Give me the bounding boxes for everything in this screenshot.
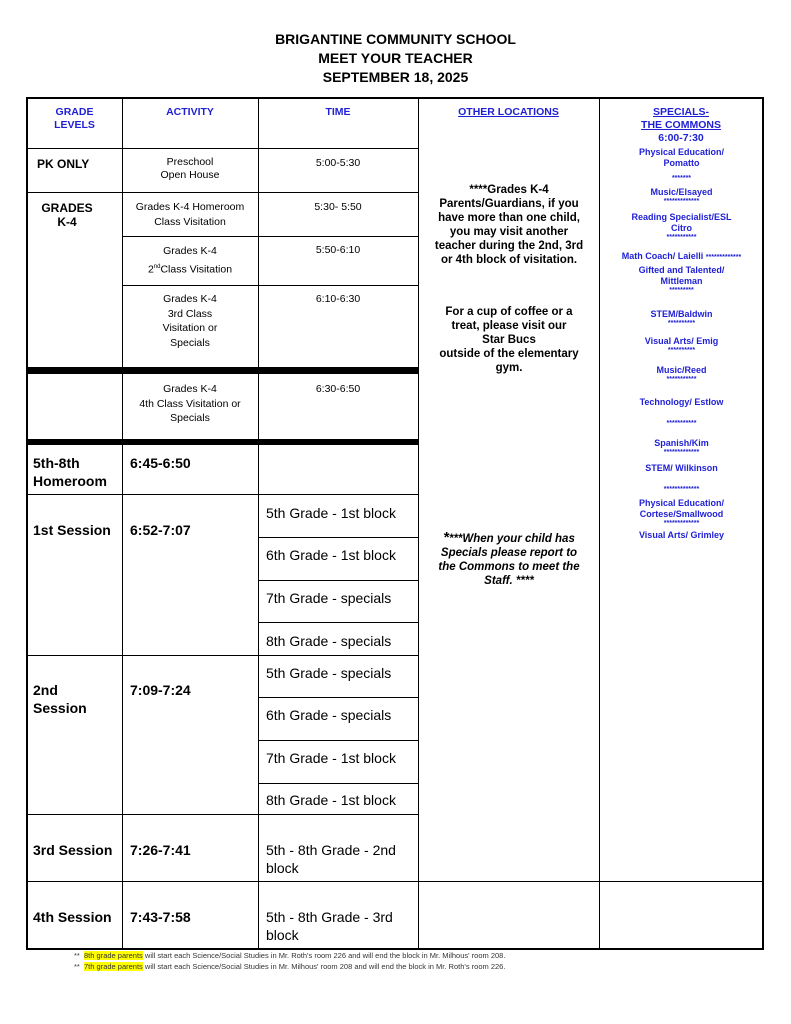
- col-divider-2: [258, 98, 259, 949]
- activity-line: [122, 259, 258, 278]
- session-2-block: 5th Grade - specials: [266, 665, 392, 681]
- header-grade-levels: [27, 106, 122, 132]
- grade-middle-homeroom: [33, 454, 107, 490]
- footnote-prefix: **: [74, 962, 80, 971]
- time-k4-fourth: 6:30-6:50: [315, 383, 361, 395]
- note-line: gym.: [495, 362, 523, 374]
- session-4-block: [266, 908, 393, 944]
- col-divider-3: [418, 98, 419, 949]
- row-divider: [27, 148, 418, 149]
- special-item: [600, 530, 763, 541]
- activity-line: Visitation or: [162, 322, 218, 334]
- row-divider: [258, 580, 418, 581]
- note-line: teacher during the 2nd, 3rd: [434, 240, 584, 252]
- activity-line: Preschool: [166, 156, 214, 168]
- activity-num: 2: [147, 263, 154, 276]
- special-name: Math Coach/ Laielli: [621, 251, 704, 261]
- grade-line: 5th-8th: [33, 455, 80, 471]
- activity-k4-second: [122, 243, 258, 278]
- header-grade-levels-line: LEVELS: [54, 119, 95, 131]
- page-title: [0, 30, 791, 87]
- note-line: or 4th block of visitation.: [440, 254, 578, 266]
- special-name: Physical Education/: [638, 498, 725, 508]
- parents-note: [420, 183, 598, 267]
- special-item: [600, 187, 763, 206]
- special-stars: *******: [671, 175, 692, 182]
- row-divider: [27, 494, 418, 495]
- special-name: STEM/Baldwin: [650, 309, 713, 319]
- block-line: 5th - 8th Grade - 2nd: [266, 842, 396, 858]
- thick-divider: [27, 439, 418, 445]
- time-pk: 5:00-5:30: [315, 157, 361, 169]
- activity-k4-third: [122, 292, 258, 350]
- note-line: you may visit another: [449, 226, 569, 238]
- activity-line: Grades K-4 Homeroom: [135, 201, 245, 213]
- session-3-time: 7:26-7:41: [130, 842, 191, 858]
- event-name: MEET YOUR TEACHER: [318, 50, 473, 66]
- note-line: ****Grades K-4: [469, 184, 549, 196]
- session-3-label: 3rd Session: [33, 842, 113, 858]
- header-grade-levels-line: GRADE: [55, 106, 94, 118]
- block-line: 5th - 8th Grade - 3rd: [266, 909, 393, 925]
- session-1-block: 5th Grade - 1st block: [266, 505, 396, 521]
- special-name: STEM/ Wilkinson: [645, 463, 718, 473]
- special-name: Reading Specialist/ESL: [631, 212, 732, 222]
- session-2-time: 7:09-7:24: [130, 682, 191, 698]
- special-item: [600, 251, 763, 262]
- coffee-note: [420, 305, 598, 375]
- header-specials-line: THE COMMONS: [641, 119, 721, 131]
- session-2-block: 6th Grade - specials: [266, 707, 392, 723]
- activity-line: Grades K-4: [163, 293, 217, 305]
- special-stars: **********: [667, 320, 696, 327]
- special-item: [600, 498, 763, 528]
- special-stars: *********: [669, 287, 694, 294]
- special-item: [600, 147, 763, 183]
- grade-pk: PK ONLY: [37, 157, 90, 171]
- school-name: BRIGANTINE COMMUNITY SCHOOL: [275, 31, 516, 47]
- special-name: Gifted and Talented/: [638, 265, 725, 275]
- activity-line: Open House: [160, 169, 220, 181]
- row-divider: [258, 537, 418, 538]
- time-k4-second: 5:50-6:10: [315, 244, 361, 256]
- special-name: Music/Reed: [656, 365, 707, 375]
- header-other-locations: OTHER LOCATIONS: [458, 106, 559, 118]
- special-name: Technology/ Estlow: [639, 397, 724, 407]
- activity-k4-fourth: [122, 382, 258, 426]
- special-name: Pomatto: [663, 158, 700, 168]
- note-line: treat, please visit our: [451, 320, 567, 332]
- session-1-label: 1st Session: [33, 522, 111, 538]
- special-item: [600, 463, 763, 494]
- activity-line: Specials: [170, 336, 210, 349]
- row-divider: [258, 622, 418, 623]
- session-2-block: 7th Grade - 1st block: [266, 750, 396, 766]
- row-divider: [27, 192, 418, 193]
- row-divider: [27, 655, 418, 656]
- session-1-block: 7th Grade - specials: [266, 590, 392, 606]
- header-time: TIME: [325, 106, 351, 118]
- block-line: block: [266, 927, 299, 943]
- special-item: [600, 336, 763, 355]
- row-divider: [122, 285, 418, 286]
- note-line: [420, 531, 598, 546]
- footnote-text: will start each Science/Social Studies in Mr. Roth's room 226 and will end the block in Mr. Milhous' room 208.: [142, 951, 506, 960]
- special-stars: *************: [663, 449, 700, 456]
- footnote-7th: [74, 962, 505, 971]
- grade-k4-line: GRADES: [41, 201, 93, 215]
- session-4-time: 7:43-7:58: [130, 909, 191, 925]
- row-divider: [258, 783, 418, 784]
- specials-list: [600, 147, 763, 541]
- session-1-time: 6:52-7:07: [130, 522, 191, 538]
- note-line: Star Bucs: [482, 334, 536, 346]
- special-name: Visual Arts/ Emig: [644, 336, 719, 346]
- special-name: Citro: [671, 223, 692, 233]
- event-date: SEPTEMBER 18, 2025: [322, 69, 469, 85]
- activity-line: Specials: [170, 412, 210, 424]
- row-divider: [258, 697, 418, 698]
- activity-sup: nd: [153, 264, 161, 270]
- specials-time: 6:00-7:30: [658, 132, 704, 144]
- note-line: have more than one child,: [438, 212, 580, 224]
- activity-line: Grades K-4: [163, 245, 217, 257]
- session-3-block: [266, 841, 396, 877]
- activity-pk: [122, 156, 258, 182]
- special-stars: ***********: [666, 420, 697, 427]
- row-divider: [258, 740, 418, 741]
- session-1-block: 8th Grade - specials: [266, 633, 392, 649]
- special-stars: *************: [663, 520, 700, 527]
- session-2-label: [33, 681, 87, 717]
- note-line: the Commons to meet the: [438, 561, 580, 573]
- special-item: [600, 212, 763, 242]
- activity-line: Class Visitation: [154, 215, 226, 228]
- activity-line: 3rd Class: [167, 307, 213, 320]
- header-specials-line: SPECIALS-: [652, 106, 709, 118]
- special-name: Visual Arts/ Grimley: [638, 530, 725, 540]
- note-line: Staff. ****: [484, 575, 534, 587]
- row-divider: [27, 881, 763, 882]
- note-line: For a cup of coffee or a: [445, 306, 573, 318]
- note-line: Specials please report to: [440, 547, 578, 559]
- special-item: [600, 265, 763, 295]
- special-item: [600, 397, 763, 428]
- special-stars: *************: [705, 254, 742, 261]
- grade-k4-line: K-4: [57, 215, 77, 229]
- session-label-line: 2nd: [33, 682, 58, 698]
- time-k4-third: 6:10-6:30: [315, 293, 361, 305]
- special-name: Music/Elsayed: [650, 187, 713, 197]
- session-label-line: Session: [33, 700, 87, 716]
- grade-line: Homeroom: [33, 473, 107, 489]
- session-4-label: 4th Session: [33, 909, 112, 925]
- footnote-highlight: 8th grade parents: [84, 951, 143, 960]
- activity-line: Grades K-4: [163, 383, 217, 395]
- special-item: [600, 438, 763, 457]
- special-name: Mittleman: [660, 276, 703, 286]
- grade-k4: [27, 201, 107, 229]
- note-star: *: [443, 529, 449, 546]
- thick-divider: [27, 367, 418, 374]
- activity-k4-homeroom: [122, 200, 258, 229]
- note-text: ***When your child has: [448, 533, 575, 545]
- special-item: [600, 365, 763, 384]
- header-activity: ACTIVITY: [166, 106, 214, 118]
- footnote-text: will start each Science/Social Studies in Mr. Milhous' room 208 and will end the block in Mr. Roth's room 226.: [142, 962, 506, 971]
- activity-rest: Class Visitation: [160, 263, 233, 276]
- special-stars: **********: [667, 347, 696, 354]
- special-item: [600, 309, 763, 328]
- specials-note: [420, 531, 598, 588]
- footnote-prefix: **: [74, 951, 80, 960]
- header-specials: [599, 106, 763, 145]
- special-stars: *************: [663, 486, 700, 493]
- special-name: Spanish/Kim: [654, 438, 709, 448]
- special-stars: *************: [663, 198, 700, 205]
- note-line: outside of the elementary: [439, 348, 579, 360]
- session-2-block: 8th Grade - 1st block: [266, 792, 396, 808]
- note-line: Parents/Guardians, if you: [439, 198, 579, 210]
- session-1-block: 6th Grade - 1st block: [266, 547, 396, 563]
- special-name: Physical Education/: [638, 147, 725, 157]
- footnote-8th: [74, 951, 505, 960]
- row-divider: [122, 236, 418, 237]
- time-k4-homeroom: 5:30- 5:50: [314, 201, 362, 213]
- block-line: block: [266, 860, 299, 876]
- time-middle-homeroom: 6:45-6:50: [130, 455, 191, 471]
- activity-line: 4th Class Visitation or: [139, 397, 241, 410]
- footnote-highlight: 7th grade parents: [84, 962, 143, 971]
- special-stars: ***********: [666, 376, 697, 383]
- row-divider: [27, 814, 418, 815]
- special-stars: ***********: [666, 234, 697, 241]
- special-name: Cortese/Smallwood: [639, 509, 724, 519]
